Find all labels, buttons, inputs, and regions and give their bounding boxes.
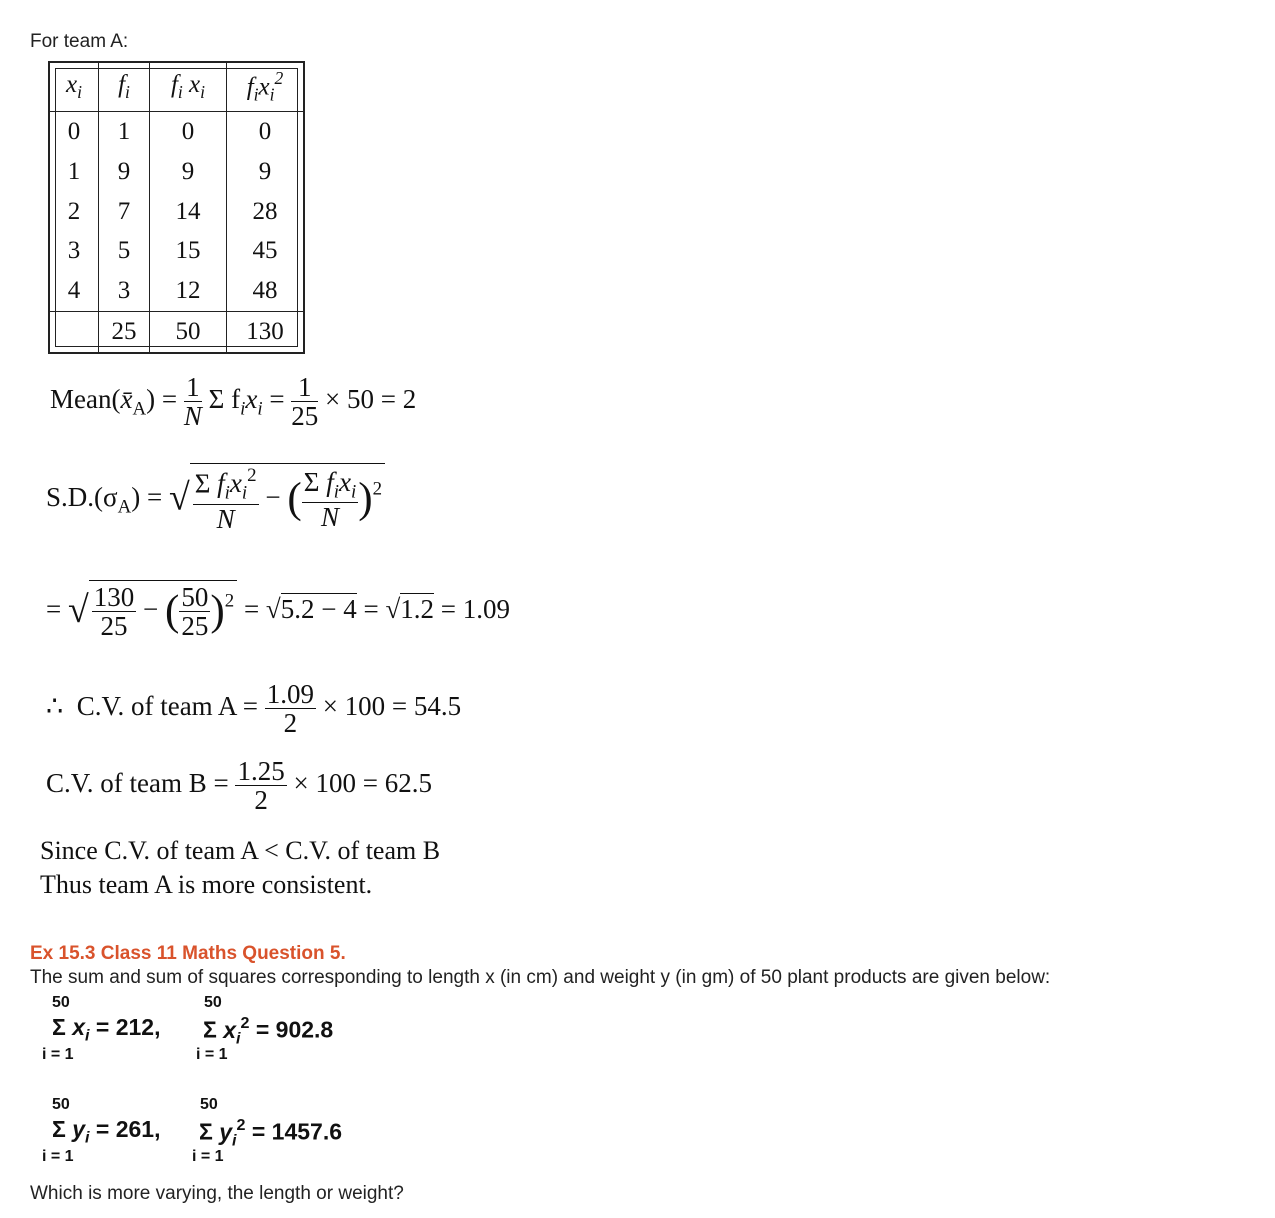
- mean-frac2-den: 25: [291, 401, 319, 432]
- sum-x2-value: = 902.8: [255, 1016, 334, 1043]
- table-cell: 0: [150, 112, 227, 152]
- cv-team-b: [46, 757, 432, 815]
- sum-lower-limit: i = 1: [192, 1148, 224, 1165]
- sd-calc-d2: 25: [181, 611, 209, 642]
- table-cell: 4: [50, 271, 99, 311]
- therefore-symbol: ∴: [46, 691, 64, 722]
- cv-a-num: 1.09: [266, 679, 314, 709]
- question-ask: Which is more varying, the length or weight?: [30, 1183, 404, 1204]
- sd-frac-den: N: [216, 503, 235, 534]
- table-cell: 1: [99, 112, 150, 152]
- table-cell: 5: [99, 231, 150, 271]
- cv-b-result: × 100 = 62.5: [293, 768, 432, 799]
- sum-upper-limit: 50: [200, 1096, 218, 1113]
- table-cell: 0: [50, 112, 99, 152]
- sum-y2-expression: Σ $y_i^2 = 1457.6$: [199, 1116, 342, 1150]
- table-cell: 48: [252, 277, 278, 305]
- question-text: The sum and sum of squares corresponding to length x (in cm) and weight y (in gm) of 50 plant products are given below:: [30, 967, 1051, 988]
- table-cell: 45: [252, 237, 278, 265]
- sd-calc-result: = 1.09: [440, 594, 511, 625]
- table-cell: 7: [99, 192, 150, 232]
- table-cell: 1: [50, 152, 99, 192]
- table-header-fixi: $f_i$ $x_i$: [150, 63, 227, 112]
- mean-sum: Σ f: [208, 384, 241, 415]
- sum-x2-expression: Σ $x_i^2 = 902.8$: [203, 1014, 334, 1048]
- intro-text: For team A:: [30, 31, 129, 52]
- conclusion: [40, 834, 440, 902]
- sum-y-value: = 261,: [95, 1116, 161, 1142]
- cv-a-result: × 100 = 54.5: [322, 691, 462, 722]
- mean-frac-num: 1: [184, 373, 202, 402]
- sum-lower-limit: i = 1: [42, 1046, 74, 1063]
- conclusion-line: Thus team A is more consistent.: [40, 870, 373, 899]
- table-cell: 12: [150, 271, 227, 311]
- sum-lower-limit: i = 1: [196, 1046, 228, 1063]
- sd-calc-sqrt1: 5.2 − 4: [280, 594, 357, 625]
- mean-formula: $Mean(x̄_A)$ = $\frac{1}{N}$ Σ $f_ix_i$ = $\frac{1}{25}$ × 50 = 2: [50, 372, 417, 432]
- table-header-fixi2: $f_ix_i^2$: [227, 63, 304, 112]
- mean-frac-den: N: [183, 401, 202, 432]
- table-cell: 0: [258, 117, 272, 145]
- sd-calc-n2: 50: [181, 582, 209, 612]
- cv-b-num: 1.25: [237, 756, 285, 786]
- sum-upper-limit: 50: [204, 994, 222, 1011]
- mean-result: × 50 = 2: [325, 384, 417, 415]
- mean-frac2-num: 1: [291, 373, 318, 402]
- table-cell: 28: [252, 197, 278, 225]
- cv-a-den: 2: [283, 708, 298, 739]
- cv-b-label: C.V. of team B =: [46, 768, 229, 799]
- table-cell: 50: [150, 312, 227, 352]
- frequency-table: [48, 61, 305, 354]
- cv-team-a: [46, 680, 461, 738]
- mean-label: Mean: [50, 384, 112, 415]
- table-cell: 3: [50, 231, 99, 271]
- sum-x-expression: Σ $x_i = 212$,: [52, 1014, 161, 1045]
- table-header-xi: $x_i$: [50, 63, 99, 112]
- table-cell: 9: [99, 152, 150, 192]
- sd-calc-n1: 130: [93, 582, 135, 612]
- table-cell: 9: [258, 157, 272, 185]
- table-cell: 3: [99, 271, 150, 311]
- cv-a-label: C.V. of team A =: [76, 691, 258, 722]
- table-cell: 14: [150, 192, 227, 232]
- sum-y-expression: Σ $y_i = 261$,: [52, 1116, 161, 1147]
- table-cell: 9: [150, 152, 227, 192]
- sum-y2-value: = 1457.6: [251, 1118, 342, 1145]
- sd-calculation: = √ $\frac{130}{25}$ − ( $\frac{50}{25}$ )$^2$ = √5.2 − 4 = √1.2 = 1.09: [46, 582, 511, 642]
- sum-upper-limit: 50: [52, 994, 70, 1011]
- sum-lower-limit: i = 1: [42, 1148, 74, 1165]
- table-cell: 2: [50, 192, 99, 232]
- table-header-fi: $f_i$: [99, 63, 150, 112]
- sd-calc-d1: 25: [100, 611, 128, 642]
- sd-calc-sqrt2: 1.2: [400, 594, 435, 625]
- question-title: Ex 15.3 Class 11 Maths Question 5.: [30, 943, 346, 964]
- cv-b-den: 2: [254, 785, 268, 816]
- table-cell: 15: [150, 231, 227, 271]
- table-cell: 130: [227, 312, 304, 352]
- conclusion-line: Since C.V. of team A < C.V. of team B: [40, 836, 441, 865]
- sum-x-value: = 212,: [95, 1014, 161, 1040]
- sd-label: S.D.: [46, 481, 95, 512]
- sd-formula: $S.D.(\sigma_A)$ = √ $\frac{\Sigma f_ix_i^2}{N}$ − ( $\frac{\Sigma f_ix_i}{N}$ )$^2$: [46, 463, 385, 533]
- sum-upper-limit: 50: [52, 1096, 70, 1113]
- table-cell: 25: [99, 312, 150, 352]
